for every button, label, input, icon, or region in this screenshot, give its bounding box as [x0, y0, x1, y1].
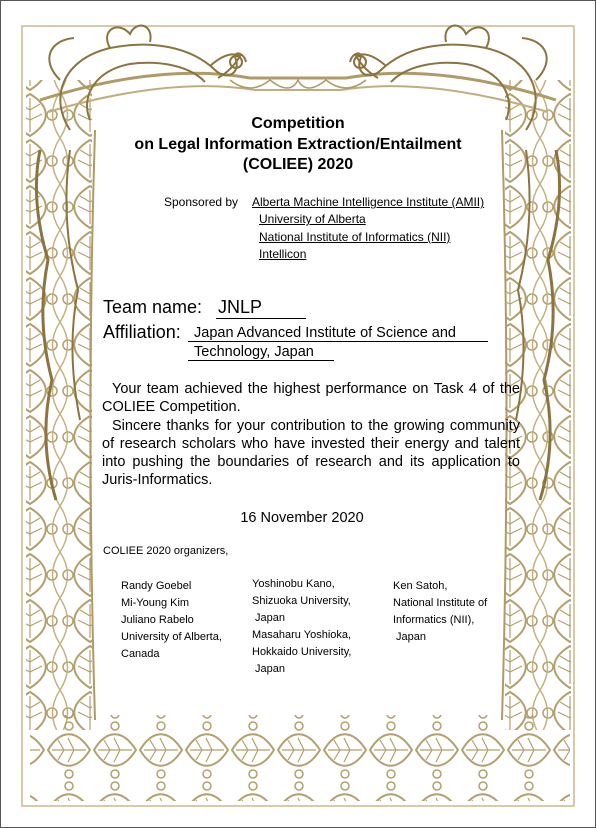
organizer-line: National Institute of: [393, 597, 488, 609]
sponsor-item: National Institute of Informatics (NII): [259, 230, 451, 244]
organizer-line: Informatics (NII),: [393, 614, 475, 626]
affiliation-line-1: Japan Advanced Institute of Science and: [194, 325, 456, 341]
organizers-heading: COLIEE 2020 organizers,: [103, 545, 229, 557]
organizer-line: Japan: [252, 663, 286, 675]
organizer-line: Masaharu Yoshioka,: [252, 629, 352, 641]
sponsor-label: Sponsored by: [164, 195, 239, 209]
organizers-column-2: [252, 576, 351, 678]
organizer-line: Shizuoka University,: [252, 595, 351, 607]
affiliation-label: Affiliation:: [103, 322, 181, 342]
organizer-line: Japan: [252, 612, 286, 624]
organizer-line: Japan: [393, 631, 427, 643]
organizer-line: Yoshinobu Kano,: [252, 578, 335, 590]
message-paragraph-1: Your team achieved the highest performance on Task 4 of the COLIEE Competition.: [102, 381, 520, 415]
sponsor-item: Alberta Machine Intelligence Institute (AMII): [252, 195, 485, 209]
team-name-value: JNLP: [218, 297, 263, 317]
title-line-2: on Legal Information Extraction/Entailment: [134, 136, 462, 153]
organizer-line: Canada: [121, 648, 160, 660]
sponsor-item: Intellicon: [259, 247, 307, 261]
organizer-line: Ken Satoh,: [393, 580, 448, 592]
team-name-underline: [216, 318, 306, 319]
affiliation-underline-1: [188, 341, 488, 342]
sponsor-item: University of Alberta: [259, 212, 366, 226]
organizer-line: Randy Goebel: [121, 580, 192, 592]
organizer-line: Hokkaido University,: [252, 646, 352, 658]
organizer-line: Mi-Young Kim: [121, 597, 190, 609]
title-line-1: Competition: [251, 115, 345, 132]
organizers-column-1: [121, 578, 222, 663]
message-paragraph-2: Sincere thanks for your contribution to the growing community of research scholars who have invested their energy and talent into pushing the boundaries of research and its application to Juris-Informatics.: [102, 418, 520, 488]
affiliation-underline-2: [188, 360, 334, 361]
team-name-label: Team name:: [103, 297, 203, 317]
organizer-line: University of Alberta,: [121, 631, 222, 643]
organizer-line: Juliano Rabelo: [121, 614, 194, 626]
organizers-column-3: [393, 578, 487, 646]
title-line-3: (COLIEE) 2020: [242, 156, 354, 173]
certificate-date: 16 November 2020: [240, 510, 364, 526]
affiliation-line-2: Technology, Japan: [194, 344, 314, 360]
